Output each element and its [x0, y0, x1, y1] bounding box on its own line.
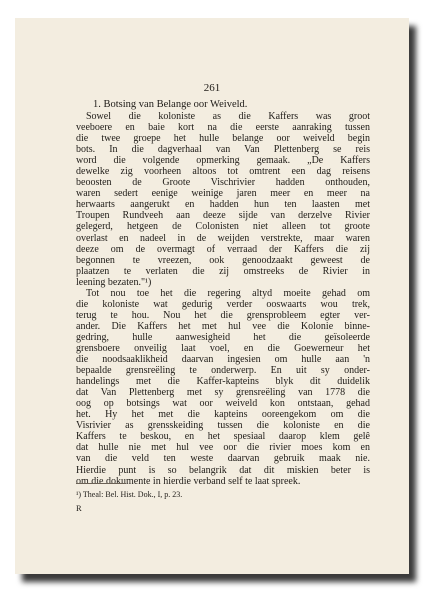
- text-line: van die veld ten weste daarvan gebruik maak nie.: [76, 453, 370, 465]
- text-line: gelegerd, hetgeen de Colonisten niet alleen tot groote: [76, 221, 370, 233]
- text-line: dat hulle nie met hul vee oor die rivier moes kom en: [76, 442, 370, 454]
- page-number: 261: [203, 82, 221, 94]
- text-line: gedring, hulle aanwesigheid het die geïsoleerde: [76, 331, 370, 343]
- text-line: bepaalde grensreëling te onderwerp. En uit sy onder-: [76, 365, 370, 377]
- book-page: [15, 18, 409, 574]
- text-line: om die dokumente in hierdie verband self te laat spreek.: [76, 475, 301, 487]
- text-line: grensboere onveilig laat voel, en die Goewerneur het: [76, 342, 370, 354]
- text-line: word die volgende opmerking gemaak. „De Kaffers: [76, 155, 370, 167]
- text-line: oog op botsings wat oor weiveld kon ontstaan, gehad: [76, 398, 370, 410]
- text-line: leening bezaten."¹): [76, 276, 152, 288]
- text-line: het. Hy het met die kapteins ooreengekom om die: [76, 409, 370, 421]
- text-line: die twee groepe het hulle belange oor weiveld begin: [76, 133, 370, 145]
- text-line: die noodsaaklikheid daarvan ingesien om hulle aan 'n: [76, 354, 370, 366]
- text-line: plaatzen te verlaten die zij omstreeks de Rivier in: [76, 265, 370, 277]
- text-line: Tot nou toe het die regering altyd moeite gehad om: [86, 287, 370, 299]
- body-text: [76, 111, 370, 487]
- section-heading: 1. Botsing van Belange oor Weiveld.: [93, 99, 248, 110]
- text-line: Kaffers te beskou, en het spesiaal daarop klem gelê: [76, 431, 370, 443]
- text-line: Hierdie punt is so belangrik dat dit miskien beter is: [76, 464, 370, 476]
- text-line: Sowel die koloniste as die Kaffers was groot: [86, 111, 370, 122]
- footnote-rule: [76, 483, 126, 484]
- text-line: overlast en nadeel in de weijden verstrekte, maar waren: [76, 232, 370, 244]
- text-line: veeboere en baie kort na die eerste aanraking tussen: [76, 122, 370, 134]
- signature-mark: R: [76, 503, 82, 513]
- text-line: beoosten de Groote Vischrivier hadden onthouden,: [76, 177, 370, 189]
- text-line: deeze om de overmagt of verraad der Kaffers die zij: [76, 243, 370, 255]
- text-line: begonnen te vreezen, ook genoodzaakt geweest de: [76, 254, 370, 266]
- text-line: Troupen Rundveeh aan deeze sijde van derzelve Rivier: [76, 210, 370, 222]
- text-line: die koloniste wat gedurig verder ooswaarts wou trek,: [76, 298, 370, 310]
- text-line: dewelke zig voorheen altoos tot omtrent een dag reisens: [76, 166, 370, 178]
- text-line: handelings met die Kaffer-kapteins blyk dit duidelik: [76, 376, 370, 388]
- text-line: dat Van Plettenberg met sy grensreëling van 1778 die: [76, 387, 370, 399]
- text-line: waren sedert eenige weinige jaren meer en meer na: [76, 188, 370, 200]
- text-line: Visrivier as grensskeiding tussen die koloniste en die: [76, 420, 370, 432]
- footnote: ¹) Theal: Bel. Hist. Dok., I, p. 23.: [76, 490, 183, 499]
- text-line: herwaarts aangerukt en hadden hun ten laasten met: [76, 199, 370, 211]
- text-line: terug te hou. Nou het die grensprobleem egter ver-: [76, 309, 370, 321]
- text-line: ander. Die Kaffers het met hul vee die Kolonie binne-: [76, 320, 370, 332]
- text-line: bots. In die dagverhaal van Van Plettenberg se reis: [76, 144, 370, 156]
